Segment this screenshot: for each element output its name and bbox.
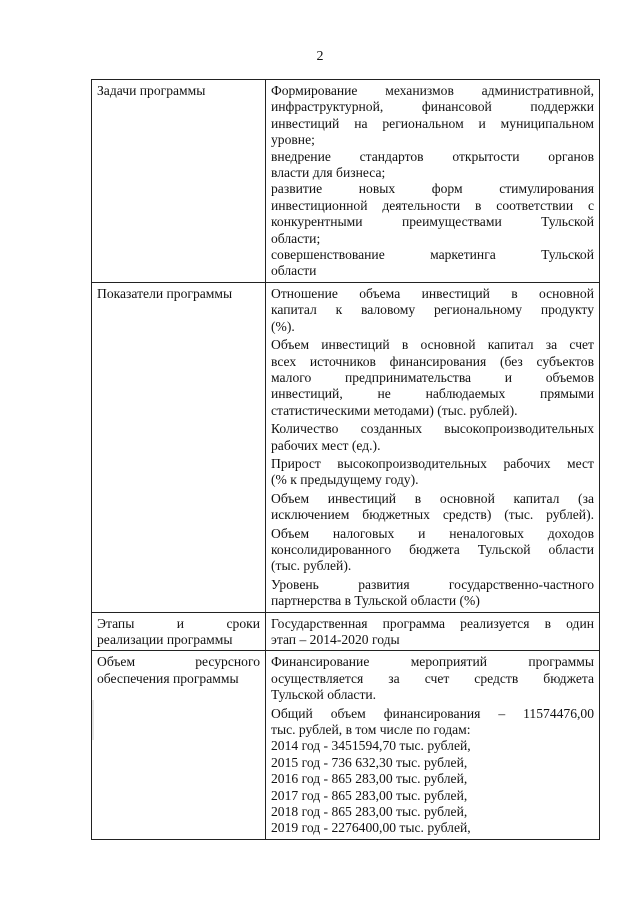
text-line: инвестиций, не наблюдаемых прямыми: [271, 386, 594, 402]
table-row-indicators: [92, 282, 600, 612]
table-row-tasks: [92, 80, 600, 283]
text-line: уровне;: [271, 132, 315, 148]
text-line: капитал к валовому региональному продукту: [271, 302, 594, 318]
scan-artifact-mark: [92, 700, 94, 740]
text-line: 2019 год - 2276400,00 тыс. рублей,: [271, 820, 471, 836]
text-line: инвестиционной деятельности в соответствии с: [271, 197, 594, 213]
row-label-cell: [92, 282, 266, 612]
text-line: Объем ресурсного: [97, 654, 260, 670]
text-line: инфраструктурной, финансовой поддержки: [271, 99, 594, 115]
text-line: 2016 год - 865 283,00 тыс. рублей,: [271, 771, 468, 787]
text-line: статистическими методами) (тыс. рублей).: [271, 402, 518, 418]
text-line: Тульской области.: [271, 687, 377, 703]
row-label: Показатели программы: [97, 285, 233, 301]
row-label-cell: [92, 80, 266, 283]
text-line: Прирост высокопроизводительных рабочих мест: [271, 455, 594, 471]
row-label-cell: [92, 651, 266, 839]
table-row-funding: [92, 651, 600, 839]
row-label-cell: [92, 612, 266, 651]
text-line: области;: [271, 230, 321, 246]
text-line: совершенствование маркетинга Тульской: [271, 247, 594, 263]
text-line: Отношение объема инвестиций в основной: [271, 285, 594, 301]
text-line: осуществляется за счет средств бюджета: [271, 670, 594, 686]
text-line: Общий объем финансирования – 11574476,00: [271, 705, 594, 721]
row-value-cell: [266, 651, 600, 839]
text-line: консолидированного бюджета Тульской области: [271, 541, 594, 557]
row-value-cell: [266, 612, 600, 651]
text-line: (тыс. рублей).: [271, 558, 352, 574]
text-line: 2014 год - 3451594,70 тыс. рублей,: [271, 738, 471, 754]
text-line: Государственная программа реализуется в один: [271, 615, 594, 631]
text-line: Объем налоговых и неналоговых доходов: [271, 525, 594, 541]
page-number: 2: [316, 49, 324, 64]
text-line: конкурентными преимуществами Тульской: [271, 214, 594, 230]
row-label: Задачи программы: [97, 83, 206, 98]
text-line: Объем инвестиций в основной капитал за счет: [271, 337, 594, 353]
text-line: области: [271, 263, 317, 279]
text-line: Финансирование мероприятий программы: [271, 654, 594, 670]
text-line: реализации программы: [97, 632, 233, 647]
text-line: этап – 2014-2020 годы: [271, 632, 400, 647]
text-line: обеспечения программы: [97, 670, 239, 686]
row-value-cell: [266, 80, 600, 283]
text-line: 2015 год - 736 632,30 тыс. рублей,: [271, 754, 468, 770]
program-passport-table: [91, 79, 600, 840]
text-line: Уровень развития государственно-частного: [271, 576, 594, 592]
row-value-cell: [266, 282, 600, 612]
text-line: инвестиций на региональном и муниципальном: [271, 115, 594, 131]
text-line: (%).: [271, 318, 295, 334]
text-line: всех источников финансирования (без субъектов: [271, 353, 594, 369]
text-line: внедрение стандартов открытости органов: [271, 148, 594, 164]
text-line: власти для бизнеса;: [271, 165, 386, 181]
text-line: 2017 год - 865 283,00 тыс. рублей,: [271, 787, 468, 803]
text-line: Количество созданных высокопроизводительных: [271, 421, 594, 437]
text-line: малого предпринимательства и объемов: [271, 369, 594, 385]
table-row-stages: [92, 612, 600, 651]
text-line: 2018 год - 865 283,00 тыс. рублей,: [271, 804, 468, 820]
text-line: Объем инвестиций в основной капитал (за: [271, 490, 594, 506]
text-line: (% к предыдущему году).: [271, 472, 419, 488]
text-line: Формирование механизмов административной,: [271, 83, 594, 98]
text-line: Этапы и сроки: [97, 615, 260, 631]
text-line: исключением бюджетных средств) (тыс. рублей).: [271, 507, 594, 523]
text-line: тыс. рублей, в том числе по годам:: [271, 722, 471, 738]
text-line: рабочих мест (ед.).: [271, 437, 381, 453]
text-line: партнерства в Тульской области (%): [271, 593, 480, 609]
text-line: развитие новых форм стимулирования: [271, 181, 594, 197]
